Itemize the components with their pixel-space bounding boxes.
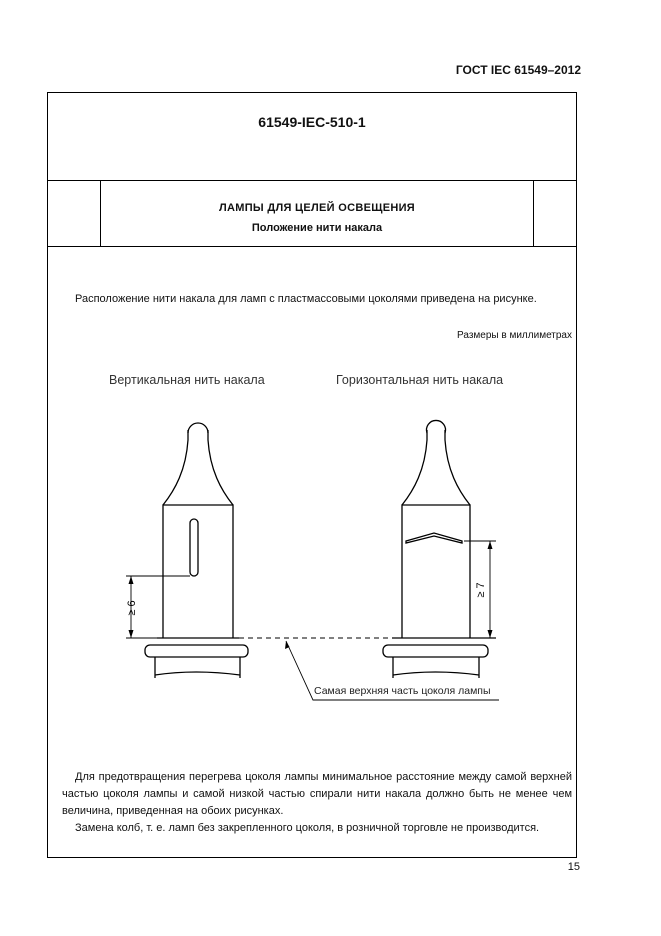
bottom-text	[62, 769, 572, 837]
filament-vertical	[190, 519, 198, 576]
leader-label: Самая верхняя часть цоколя лампы	[314, 685, 491, 697]
sheet-id: 61549-IEC-510-1	[258, 114, 366, 130]
caption-vertical: Вертикальная нить накала	[109, 373, 265, 387]
standard-designation: ГОСТ IEC 61549–2012	[455, 63, 581, 77]
lamp-vertical	[126, 423, 248, 678]
page-number: 15	[567, 861, 580, 873]
intro-text: Расположение нити накала для ламп с пластмассовыми цоколями приведена на рисунке.	[75, 293, 537, 305]
paragraph-replacement-text: Замена колб, т. е. ламп без закрепленного цоколя, в розничной торговле не производится.	[75, 822, 540, 834]
filament-horizontal	[406, 533, 462, 543]
paragraph-overheating-text: Для предотвращения перегрева цоколя лампы минимальное расстояние между самой верхней частью цоколя лампы и самой низкой частью спирали нити накала должно быть не менее чем величина, приведенная на обоих рисунках.	[62, 771, 572, 817]
lamp-horizontal	[383, 420, 496, 678]
sheet-title: ЛАМПЫ ДЛЯ ЦЕЛЕЙ ОСВЕЩЕНИЯ	[218, 202, 416, 214]
units-note: Размеры в миллиметрах	[457, 330, 572, 341]
caption-horizontal: Горизонтальная нить накала	[336, 373, 504, 387]
dimension-horizontal: ≥ 7	[475, 582, 487, 598]
sheet-subtitle: Положение нити накала	[251, 222, 383, 234]
paragraph-overheating	[62, 769, 572, 820]
paragraph-replacement	[62, 820, 572, 837]
dimension-vertical: ≥ 6	[126, 600, 138, 616]
